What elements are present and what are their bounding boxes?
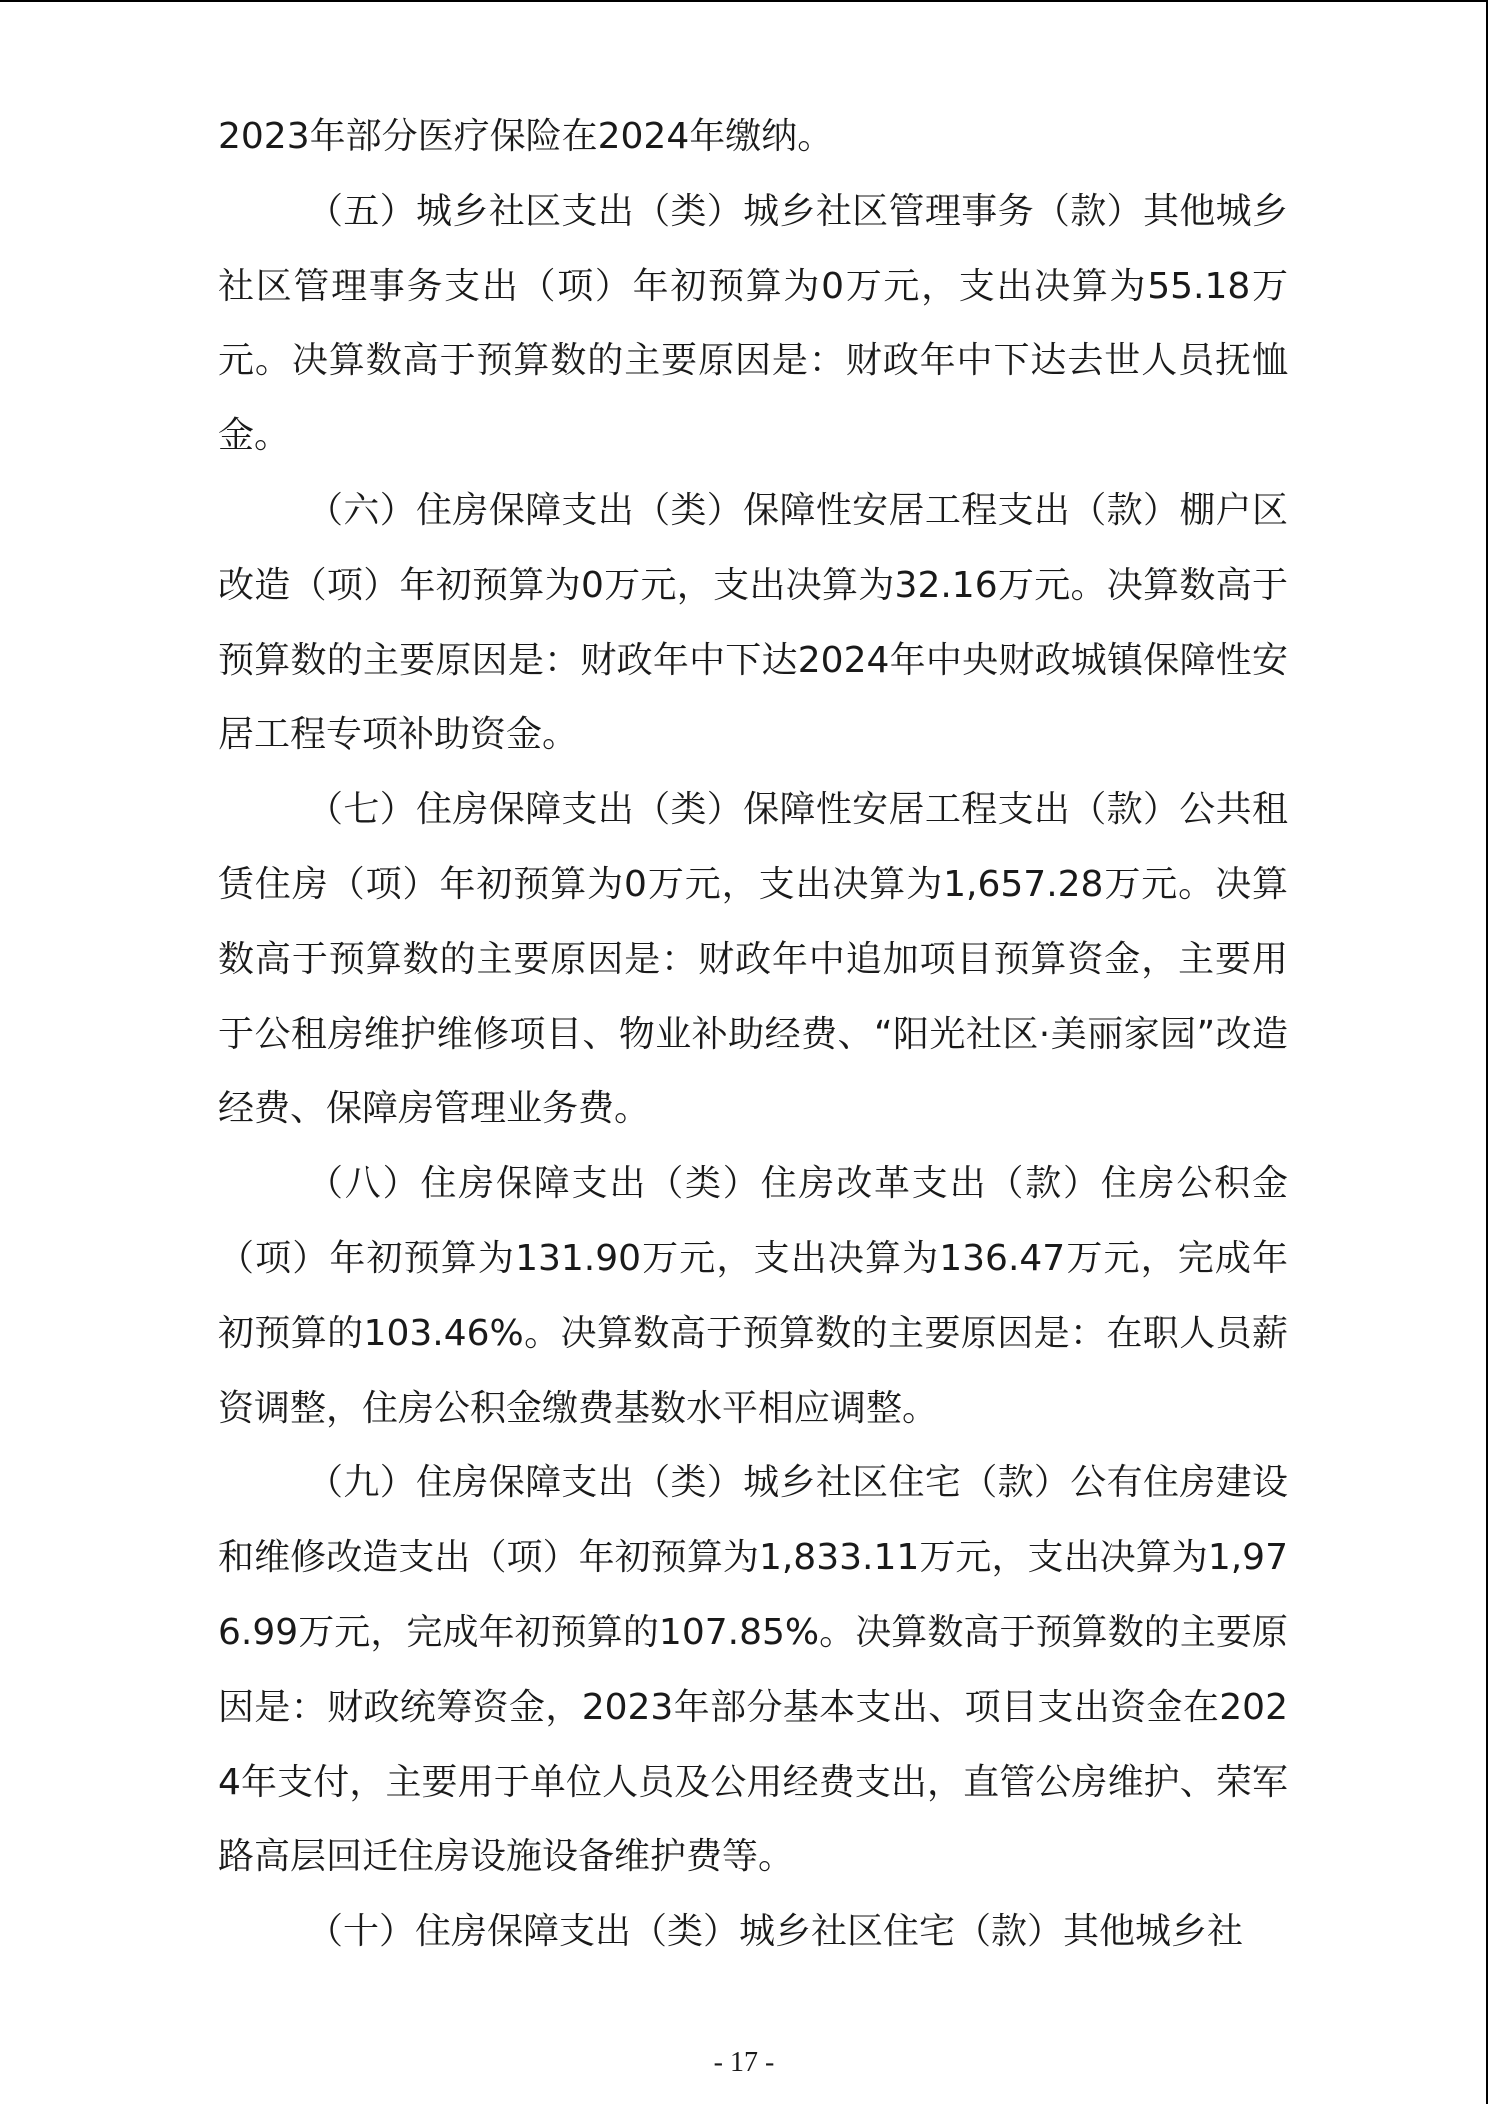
body-text xyxy=(218,100,1288,1970)
paragraph-continuation: 2023年部分医疗保险在2024年缴纳。 xyxy=(218,116,834,157)
paragraph-item-5: （五）城乡社区支出（类）城乡社区管理事务（款）其他城乡社区管理事务支出（项）年初预算为0万元，支出决算为55.18万元。决算数高于预算数的主要原因是：财政年中下达去世人员抚恤金。 xyxy=(218,190,1288,457)
paragraph-item-10: （十）住房保障支出（类）城乡社区住宅（款）其他城乡社 xyxy=(307,1911,1244,1953)
paragraph-item-6: （六）住房保障支出（类）保障性安居工程支出（款）棚户区改造（项）年初预算为0万元，支出决算为32.16万元。决算数高于预算数的主要原因是：财政年中下达2024年中央财政城镇保障性安居工程专项补助资金。 xyxy=(218,489,1288,756)
page-number: - 17 - xyxy=(713,2047,775,2078)
paragraph-item-9: （九）住房保障支出（类）城乡社区住宅（款）公有住房建设和维修改造支出（项）年初预算为1,833.11万元，支出决算为1,976.99万元，完成年初预算的107.85%。决算数高于预算数的主要原因是：财政统筹资金，2023年部分基本支出、项目支出资金在2024年支付，主要用于单位人员及公用经费支出，直管公房维护、荣军路高层回迁住房设施设备维护费等。 xyxy=(218,1462,1288,1878)
paragraph-item-7: （七）住房保障支出（类）保障性安居工程支出（款）公共租赁住房（项）年初预算为0万元，支出决算为1,657.28万元。决算数高于预算数的主要原因是：财政年中追加项目预算资金，主要用于公租房维护维修项目、物业补助经费、“阳光社区·美丽家园”改造经费、保障房管理业务费。 xyxy=(218,789,1288,1130)
paragraph-item-8: （八）住房保障支出（类）住房改革支出（款）住房公积金（项）年初预算为131.90万元，支出决算为136.47万元，完成年初预算的103.46%。决算数高于预算数的主要原因是：在职人员薪资调整，住房公积金缴费基数水平相应调整。 xyxy=(218,1163,1288,1429)
